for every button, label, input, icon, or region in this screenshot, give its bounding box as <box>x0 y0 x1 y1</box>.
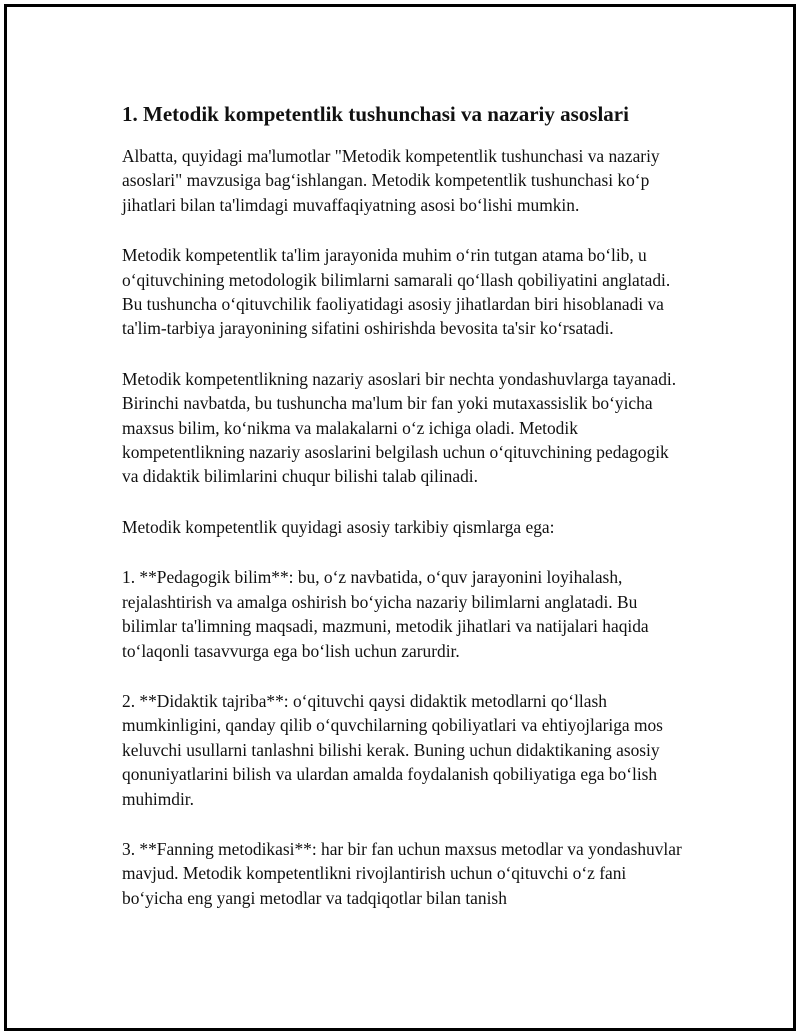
page-frame <box>4 4 796 1031</box>
list-item-didactic-experience: 2. **Didaktik tajriba**: o‘qituvchi qaysi didaktik metodlarni qo‘llash mumkinligini, qanday qilib o‘quvchilarning qobiliyatlari va ehtiyojlariga mos keluvchi usullarni tanlashni bilishi kerak. Buning uchun didaktikaning asosiy qonuniyatlarini bilish va ulardan amalda foydalanish qobiliyatiga ega bo‘lish muhimdir. <box>122 690 663 809</box>
list-item-subject-methodology: 3. **Fanning metodikasi**: har bir fan uchun maxsus metodlar va yondashuvlar mavjud. Metodik kompetentlikni rivojlantirish uchun o‘qituvchi o‘z fani bo‘yicha eng yangi metodlar va tadqiqotlar bilan tanish <box>122 838 682 908</box>
paragraph-theory: Metodik kompetentlikning nazariy asoslari bir nechta yondashuvlarga tayanadi. Birinchi navbatda, bu tushuncha ma'lum bir fan yoki mutaxassislik bo‘yicha maxsus bilim, ko‘nikma va malakalarni o‘z ichiga oladi. Metodik kompetentlikning nazariy asoslarini belgilash uchun o‘qituvchining pedagogik va didaktik bilimlarini chuqur bilishi talab qilinadi. <box>122 368 677 487</box>
document-body <box>122 100 682 936</box>
section-heading: 1. Metodik kompetentlik tushunchasi va nazariy asoslari <box>122 102 629 126</box>
paragraph-intro: Albatta, quyidagi ma'lumotlar "Metodik kompetentlik tushunchasi va nazariy asoslari" mavzusiga bag‘ishlangan. Metodik kompetentlik tushunchasi ko‘p jihatlari bilan ta'limdagi muvaffaqiyatning asosi bo‘lishi mumkin. <box>122 146 660 215</box>
list-item-pedagogical-knowledge: 1. **Pedagogik bilim**: bu, o‘z navbatida, o‘quv jarayonini loyihalash, rejalashtirish va amalga oshirish bo‘yicha nazariy bilimlarni anglatadi. Bu bilimlar ta'limning maqsadi, mazmuni, metodik jihatlari va natijalari haqida to‘laqonli tasavvurga ega bo‘lish uchun zarurdir. <box>122 567 649 661</box>
paragraph-components-intro: Metodik kompetentlik quyidagi asosiy tarkibiy qismlarga ega: <box>122 516 555 537</box>
paragraph-definition: Metodik kompetentlik ta'lim jarayonida muhim o‘rin tutgan atama bo‘lib, u o‘qituvchining metodologik bilimlarni samarali qo‘llash qobiliyatini anglatadi. Bu tushuncha o‘qituvchilik faoliyatidagi asosiy jihatlardan biri hisoblanadi va ta'lim-tarbiya jarayonining sifatini oshirishda bevosita ta'sir ko‘rsatadi. <box>122 245 671 339</box>
